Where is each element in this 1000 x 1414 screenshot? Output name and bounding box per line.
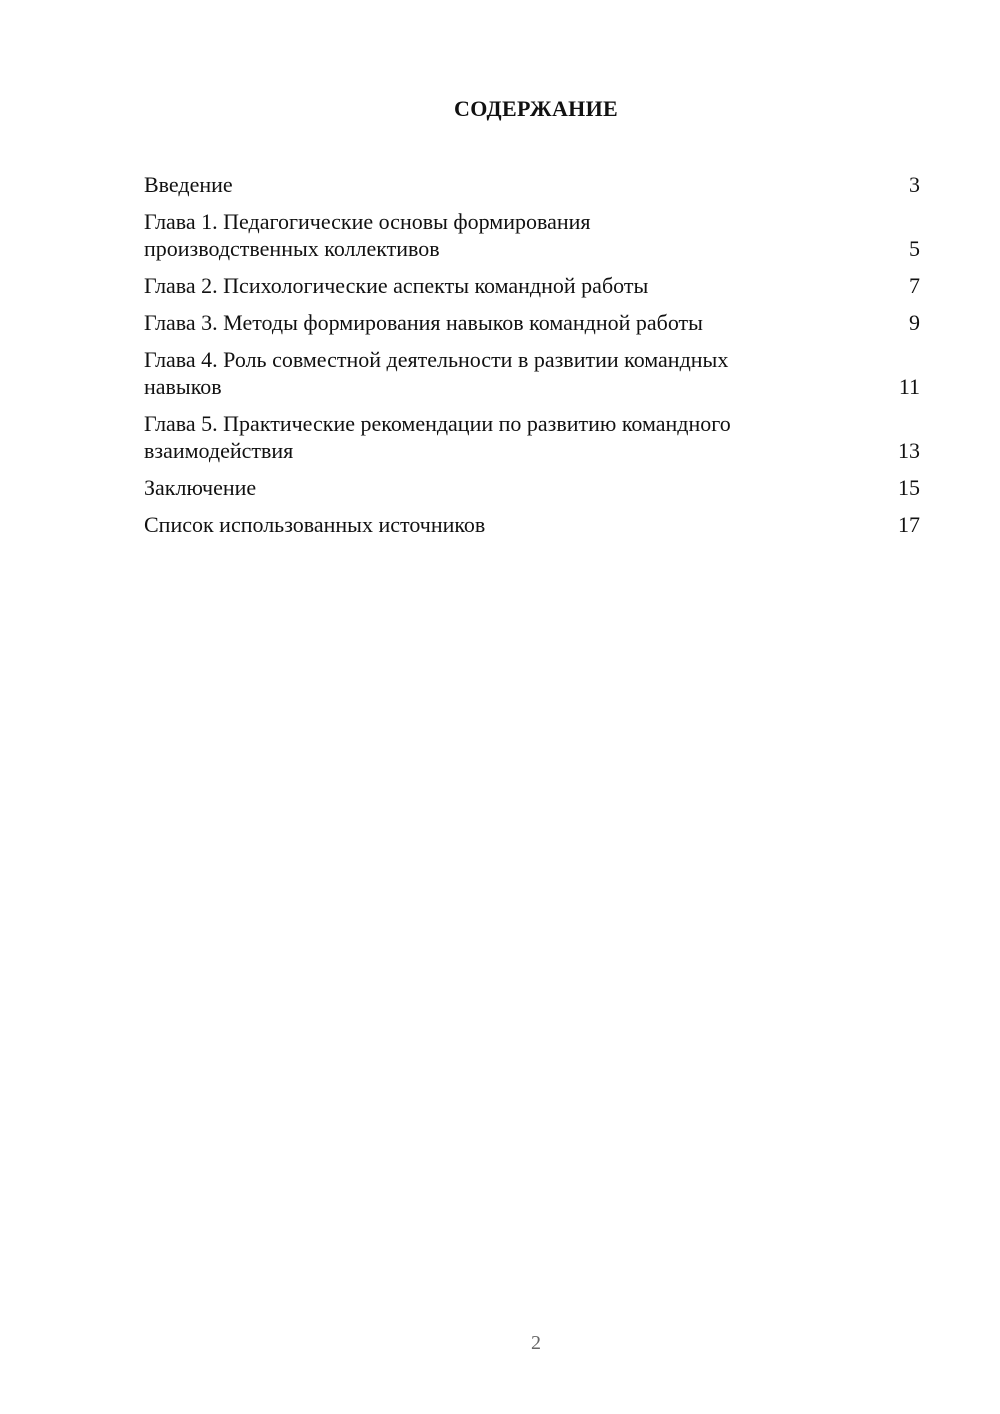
- toc-entry-line: Список использованных источников: [144, 512, 486, 537]
- toc-entry-line: взаимодействия: [144, 438, 294, 463]
- toc-entry-line: Глава 2. Психологические аспекты командной работы: [144, 273, 649, 298]
- toc-entry-line: Введение: [144, 172, 233, 197]
- toc-entry-text: [144, 346, 728, 400]
- table-of-contents: [144, 171, 920, 548]
- toc-entry-line: навыков: [144, 374, 222, 399]
- toc-entry-line: Глава 4. Роль совместной деятельности в развитии командных: [144, 347, 729, 372]
- toc-page-number: 13: [898, 438, 920, 463]
- toc-entry-introduction: [144, 171, 920, 198]
- toc-page-number: 15: [898, 475, 920, 500]
- toc-entry-text: [144, 410, 731, 464]
- toc-entry-line: Глава 3. Методы формирования навыков командной работы: [144, 310, 703, 335]
- toc-entry-line: производственных коллективов: [144, 236, 440, 261]
- toc-page-number: 17: [898, 512, 920, 537]
- toc-entry-text: [144, 208, 591, 262]
- toc-page-number: 11: [898, 374, 920, 399]
- toc-entry-text: [144, 511, 485, 538]
- toc-entry-references: [144, 511, 920, 538]
- toc-page-number: 9: [909, 310, 920, 335]
- toc-page-number: 5: [909, 236, 920, 261]
- toc-entry-line: Глава 5. Практические рекомендации по развитию командного: [144, 411, 731, 436]
- toc-entry-text: [144, 272, 648, 299]
- toc-page-number: 7: [909, 273, 920, 298]
- toc-entry-line: Глава 1. Педагогические основы формирования: [144, 209, 591, 234]
- toc-entry-chapter-4: [144, 346, 920, 400]
- page-title: СОДЕРЖАНИЕ: [454, 96, 618, 121]
- toc-entry-chapter-2: [144, 272, 920, 299]
- toc-entry-text: [144, 474, 256, 501]
- toc-entry-text: [144, 171, 233, 198]
- toc-entry-line: Заключение: [144, 475, 257, 500]
- toc-entry-chapter-1: [144, 208, 920, 262]
- toc-entry-chapter-3: [144, 309, 920, 336]
- toc-entry-text: [144, 309, 703, 336]
- toc-entry-conclusion: [144, 474, 920, 501]
- page-number: 2: [531, 1332, 541, 1354]
- toc-entry-chapter-5: [144, 410, 920, 464]
- toc-page-number: 3: [909, 172, 920, 197]
